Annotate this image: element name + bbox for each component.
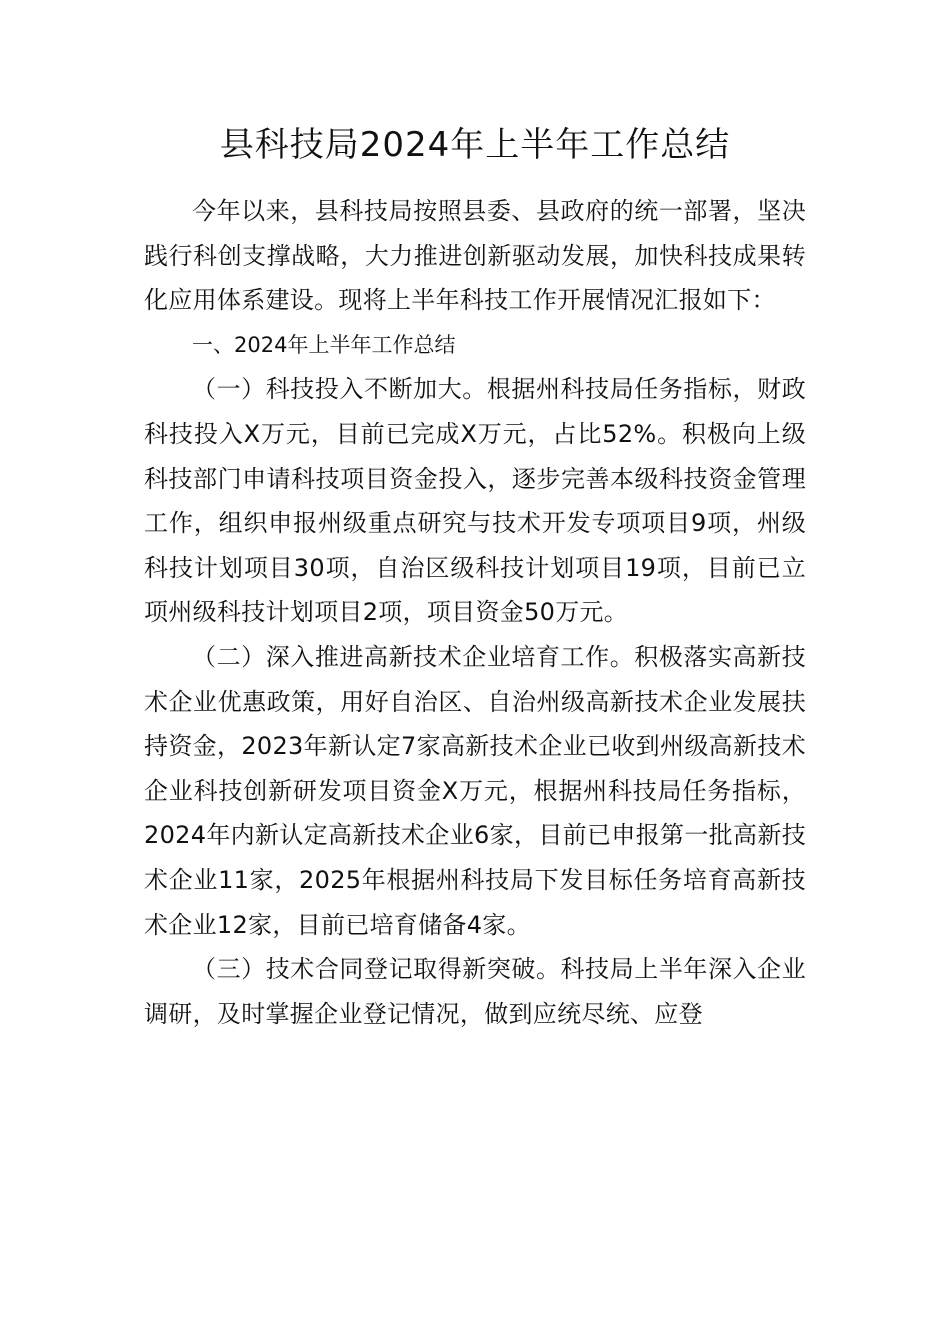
section-heading: 一、2024年上半年工作总结 xyxy=(192,332,456,357)
intro-paragraph: 今年以来，县科技局按照县委、县政府的统一部署，坚决践行科创支撑战略，大力推进创新驱动发展，加快科技成果转化应用体系建设。现将上半年科技工作开展情况汇报如下： xyxy=(144,197,806,315)
document-title: 县科技局2024年上半年工作总结 xyxy=(219,125,731,165)
paragraph-high-tech-enterprise: （二）深入推进高新技术企业培育工作。积极落实高新技术企业优惠政策，用好自治区、自治州级高新技术企业发展扶持资金，2023年新认定7家高新技术企业已收到州级高新技术企业科技创新研发项目资金X万元，根据州科技局任务指标，2024年内新认定高新技术企业6家，目前已申报第一批高新技术企业11家，2025年根据州科技局下发目标任务培育高新技术企业12家，目前已培育储备4家。 xyxy=(144,642,806,939)
paragraph-technology-contract: （三）技术合同登记取得新突破。科技局上半年深入企业调研，及时掌握企业登记情况，做到应统尽统、应登 xyxy=(144,955,806,1028)
paragraph-tech-investment: （一）科技投入不断加大。根据州科技局任务指标，财政科技投入X万元，目前已完成X万元，占比52%。积极向上级科技部门申请科技项目资金投入，逐步完善本级科技资金管理工作，组织申报州级重点研究与技术开发专项项目9项，州级科技计划项目30项，自治区级科技计划项目19项，目前已立项州级科技计划项目2项，项目资金50万元。 xyxy=(144,375,806,627)
document-body xyxy=(144,189,806,1036)
